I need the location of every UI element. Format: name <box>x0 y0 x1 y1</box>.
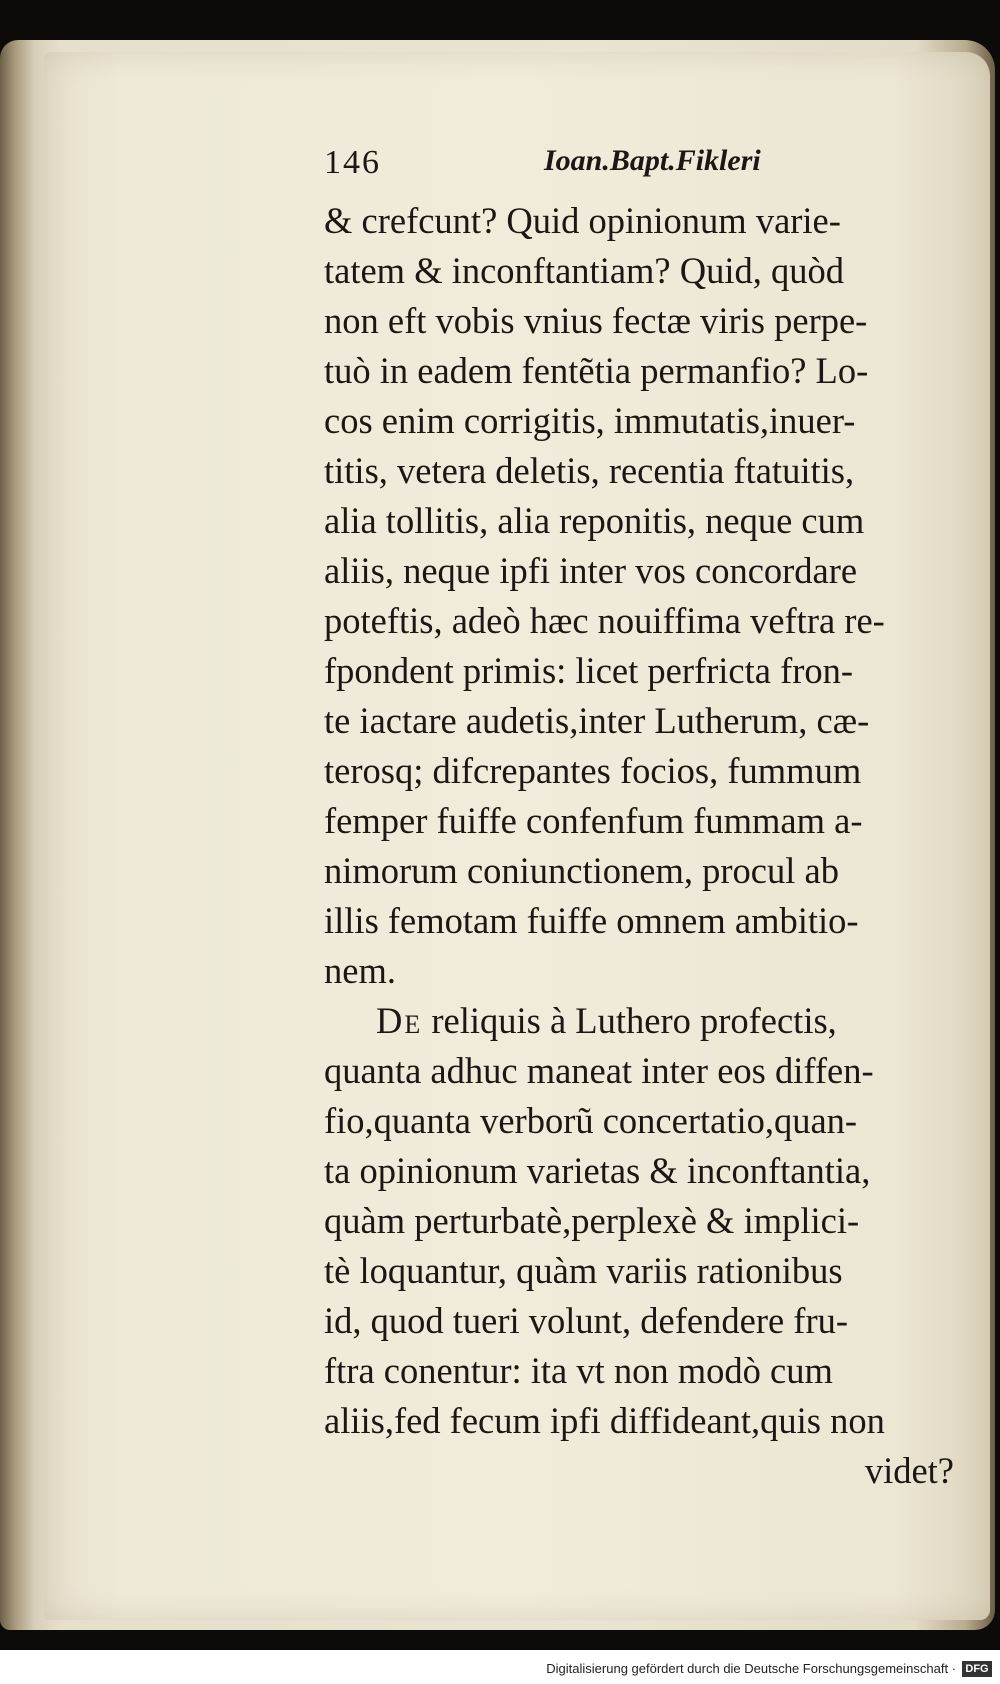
text-line: tatem & inconftantiam? Quid, quòd <box>324 250 845 291</box>
text-line: ftra conentur: ita vt non modò cum <box>324 1350 833 1391</box>
text-line: fpondent primis: licet perfricta fron- <box>324 650 854 691</box>
body-text <box>324 196 984 1496</box>
text-line: quanta adhuc maneat inter eos diffen- <box>324 1050 874 1091</box>
page-content <box>284 144 984 1491</box>
text-line: quàm perturbatè,perplexè & implici- <box>324 1200 860 1241</box>
text-line: aliis, neque ipfi inter vos concordare <box>324 550 858 591</box>
text-line: illis femotam fuiffe omnem ambitio- <box>324 900 859 941</box>
text-line: aliis,fed fecum ipfi diffideant,quis non <box>324 1400 885 1441</box>
text-line: nem. <box>324 950 396 991</box>
text-line: nimorum coniunctionem, procul ab <box>324 850 839 891</box>
text-line: & crefcunt? Quid opinionum varie- <box>324 200 841 241</box>
text-line: id, quod tueri volunt, defendere fru- <box>324 1300 849 1341</box>
text-line: alia tollitis, alia reponitis, neque cum <box>324 500 865 541</box>
text-line: terosq; difcrepantes focios, fummum <box>324 750 862 791</box>
text-line: tè loquantur, quàm variis rationibus <box>324 1250 843 1291</box>
running-head <box>284 144 984 200</box>
text-line: poteftis, adeò hæc nouiffima veftra re- <box>324 600 885 641</box>
initial-letters: De <box>376 1000 423 1041</box>
text-line: te iactare audetis,inter Lutherum, cæ- <box>324 700 870 741</box>
footer-bar <box>0 1650 1000 1684</box>
text-line: fio,quanta verborũ concertatio,quan- <box>324 1100 858 1141</box>
dfg-logo: DFG <box>962 1661 992 1677</box>
text-line: cos enim corrigitis, immutatis,inuer- <box>324 400 856 441</box>
book-page <box>44 52 990 1620</box>
running-title: Ioan.Bapt.Fikleri <box>544 144 761 177</box>
text-line: titis, vetera deletis, recentia ftatuitis, <box>324 450 855 491</box>
catchword: videt? <box>864 1450 954 1491</box>
first-line-rest: reliquis à Luthero profectis, <box>422 1000 837 1041</box>
text-line: non eft vobis vnius fectæ viris perpe- <box>324 300 868 341</box>
digitization-credit: Digitalisierung gefördert durch die Deutsche Forschungsgemeinschaft · <box>546 1661 956 1676</box>
text-line: tuò in eadem fentẽtia permanfio? Lo- <box>324 350 869 391</box>
text-line: femper fuiffe confenfum fummam a- <box>324 800 863 841</box>
page-number: 146 <box>324 144 381 181</box>
paragraph-first-line <box>324 996 984 1046</box>
text-line: ta opinionum varietas & inconftantia, <box>324 1150 871 1191</box>
